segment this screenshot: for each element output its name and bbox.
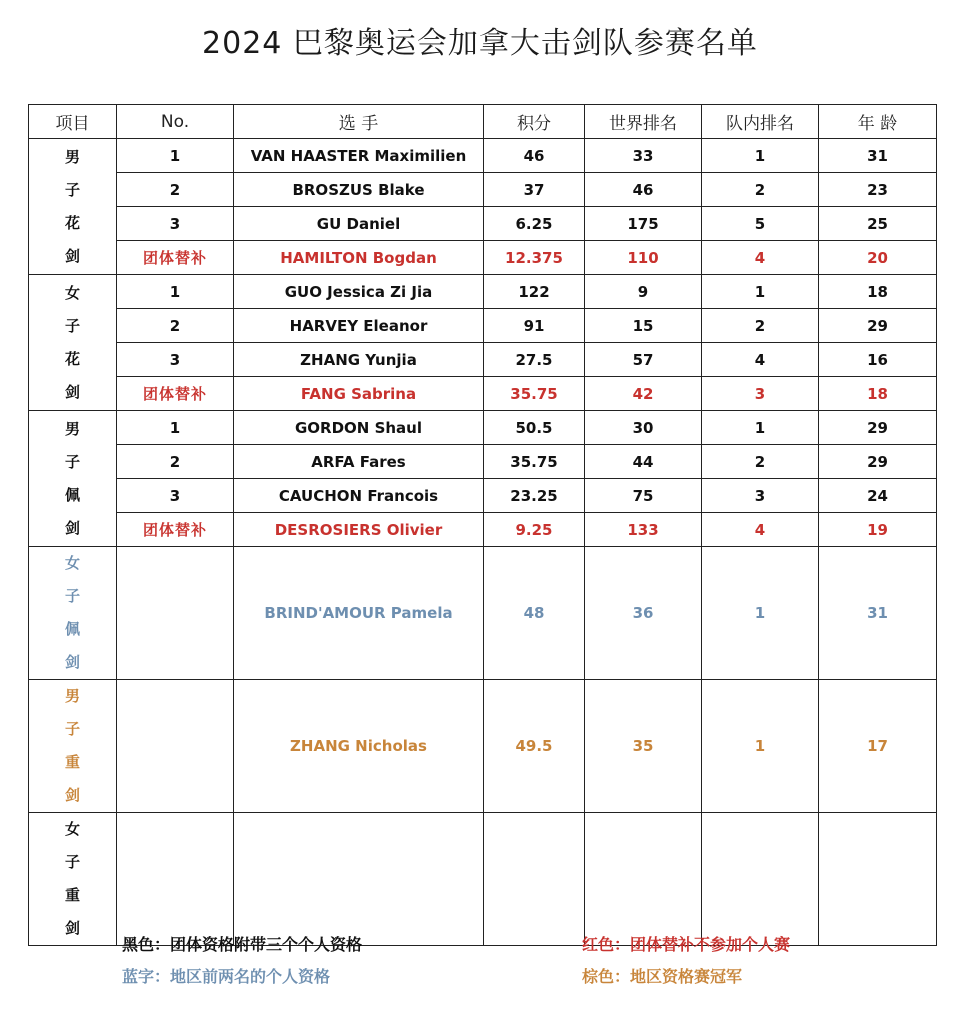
cell-no: 3 [117, 343, 234, 377]
cell-athlete [234, 813, 484, 946]
legend-brown: 棕色：地区资格赛冠军 [582, 967, 743, 986]
cell-no: 2 [117, 445, 234, 479]
page-title: 2024 巴黎奥运会加拿大击剑队参赛名单 [202, 26, 758, 61]
cell-no: 3 [117, 207, 234, 241]
table-row [29, 343, 937, 377]
cell-world-rank: 9 [585, 275, 702, 309]
cell-athlete: ZHANG Nicholas [234, 680, 484, 813]
event-cell-mens-sabre: 男 子 佩 剑 [29, 411, 117, 547]
cell-points: 48 [484, 547, 585, 680]
cell-athlete: BRIND'AMOUR Pamela [234, 547, 484, 680]
cell-age: 18 [819, 377, 937, 411]
cell-world-rank: 46 [585, 173, 702, 207]
cell-world-rank: 36 [585, 547, 702, 680]
cell-points: 27.5 [484, 343, 585, 377]
cell-age: 29 [819, 445, 937, 479]
cell-points: 91 [484, 309, 585, 343]
cell-age: 20 [819, 241, 937, 275]
cell-world-rank: 35 [585, 680, 702, 813]
cell-team-rank: 5 [702, 207, 819, 241]
cell-age: 16 [819, 343, 937, 377]
cell-athlete: ZHANG Yunjia [234, 343, 484, 377]
event-cell-womens-sabre: 女 子 佩 剑 [29, 547, 117, 680]
cell-no: 3 [117, 479, 234, 513]
table-row [29, 207, 937, 241]
cell-points: 46 [484, 139, 585, 173]
cell-world-rank: 175 [585, 207, 702, 241]
table-row [29, 680, 937, 813]
table-row [29, 309, 937, 343]
cell-athlete: FANG Sabrina [234, 377, 484, 411]
cell-world-rank: 110 [585, 241, 702, 275]
cell-team-rank: 1 [702, 547, 819, 680]
cell-world-rank: 30 [585, 411, 702, 445]
legend-red: 红色：团体替补不参加个人赛 [582, 935, 791, 954]
cell-age: 31 [819, 547, 937, 680]
cell-age: 29 [819, 309, 937, 343]
cell-athlete: GUO Jessica Zi Jia [234, 275, 484, 309]
cell-points: 37 [484, 173, 585, 207]
cell-athlete: HAMILTON Bogdan [234, 241, 484, 275]
cell-no: 1 [117, 275, 234, 309]
table-row-substitute [29, 377, 937, 411]
cell-age: 18 [819, 275, 937, 309]
cell-world-rank: 44 [585, 445, 702, 479]
cell-no: 团体替补 [117, 513, 234, 547]
header-team-rank: 队内排名 [702, 105, 819, 139]
cell-team-rank: 1 [702, 680, 819, 813]
cell-age: 19 [819, 513, 937, 547]
cell-age: 17 [819, 680, 937, 813]
cell-world-rank: 57 [585, 343, 702, 377]
cell-points: 35.75 [484, 445, 585, 479]
cell-age: 24 [819, 479, 937, 513]
cell-athlete: ARFA Fares [234, 445, 484, 479]
cell-team-rank: 3 [702, 479, 819, 513]
cell-team-rank: 1 [702, 411, 819, 445]
cell-points [484, 813, 585, 946]
cell-no [117, 813, 234, 946]
cell-team-rank [702, 813, 819, 946]
cell-age: 25 [819, 207, 937, 241]
roster-table [28, 104, 937, 946]
table-row [29, 411, 937, 445]
table-row-substitute [29, 513, 937, 547]
cell-world-rank: 133 [585, 513, 702, 547]
cell-no: 2 [117, 309, 234, 343]
cell-points: 6.25 [484, 207, 585, 241]
header-event: 项目 [29, 105, 117, 139]
cell-no [117, 680, 234, 813]
table-row [29, 139, 937, 173]
header-athlete: 选 手 [234, 105, 484, 139]
table-row-substitute [29, 241, 937, 275]
cell-points: 12.375 [484, 241, 585, 275]
cell-age: 29 [819, 411, 937, 445]
cell-team-rank: 1 [702, 139, 819, 173]
cell-no: 2 [117, 173, 234, 207]
cell-athlete: VAN HAASTER Maximilien [234, 139, 484, 173]
event-cell-mens-foil: 男 子 花 剑 [29, 139, 117, 275]
cell-points: 35.75 [484, 377, 585, 411]
event-cell-womens-foil: 女 子 花 剑 [29, 275, 117, 411]
cell-points: 50.5 [484, 411, 585, 445]
legend-black: 黑色：团体资格附带三个个人资格 [122, 935, 363, 954]
cell-athlete: BROSZUS Blake [234, 173, 484, 207]
header-age: 年 龄 [819, 105, 937, 139]
cell-no: 团体替补 [117, 377, 234, 411]
event-cell-womens-epee: 女 子 重 剑 [29, 813, 117, 946]
table-row [29, 547, 937, 680]
cell-athlete: GU Daniel [234, 207, 484, 241]
cell-world-rank [585, 813, 702, 946]
header-no: No. [117, 105, 234, 139]
cell-age: 31 [819, 139, 937, 173]
cell-age [819, 813, 937, 946]
legend-blue: 蓝字：地区前两名的个人资格 [122, 967, 331, 986]
table-row [29, 445, 937, 479]
header-world-rank: 世界排名 [585, 105, 702, 139]
cell-team-rank: 4 [702, 343, 819, 377]
cell-team-rank: 4 [702, 513, 819, 547]
cell-team-rank: 2 [702, 309, 819, 343]
cell-team-rank: 3 [702, 377, 819, 411]
cell-points: 9.25 [484, 513, 585, 547]
cell-world-rank: 33 [585, 139, 702, 173]
cell-points: 49.5 [484, 680, 585, 813]
cell-no [117, 547, 234, 680]
cell-no: 团体替补 [117, 241, 234, 275]
table-row [29, 813, 937, 946]
table-row [29, 173, 937, 207]
header-points: 积分 [484, 105, 585, 139]
cell-world-rank: 75 [585, 479, 702, 513]
table-row [29, 479, 937, 513]
cell-points: 23.25 [484, 479, 585, 513]
cell-no: 1 [117, 411, 234, 445]
table-row [29, 275, 937, 309]
cell-world-rank: 15 [585, 309, 702, 343]
event-cell-mens-epee: 男 子 重 剑 [29, 680, 117, 813]
cell-team-rank: 2 [702, 445, 819, 479]
cell-team-rank: 4 [702, 241, 819, 275]
cell-athlete: HARVEY Eleanor [234, 309, 484, 343]
cell-points: 122 [484, 275, 585, 309]
cell-team-rank: 1 [702, 275, 819, 309]
cell-athlete: GORDON Shaul [234, 411, 484, 445]
header-row [29, 105, 937, 139]
cell-athlete: CAUCHON Francois [234, 479, 484, 513]
cell-age: 23 [819, 173, 937, 207]
cell-world-rank: 42 [585, 377, 702, 411]
cell-team-rank: 2 [702, 173, 819, 207]
cell-athlete: DESROSIERS Olivier [234, 513, 484, 547]
cell-no: 1 [117, 139, 234, 173]
